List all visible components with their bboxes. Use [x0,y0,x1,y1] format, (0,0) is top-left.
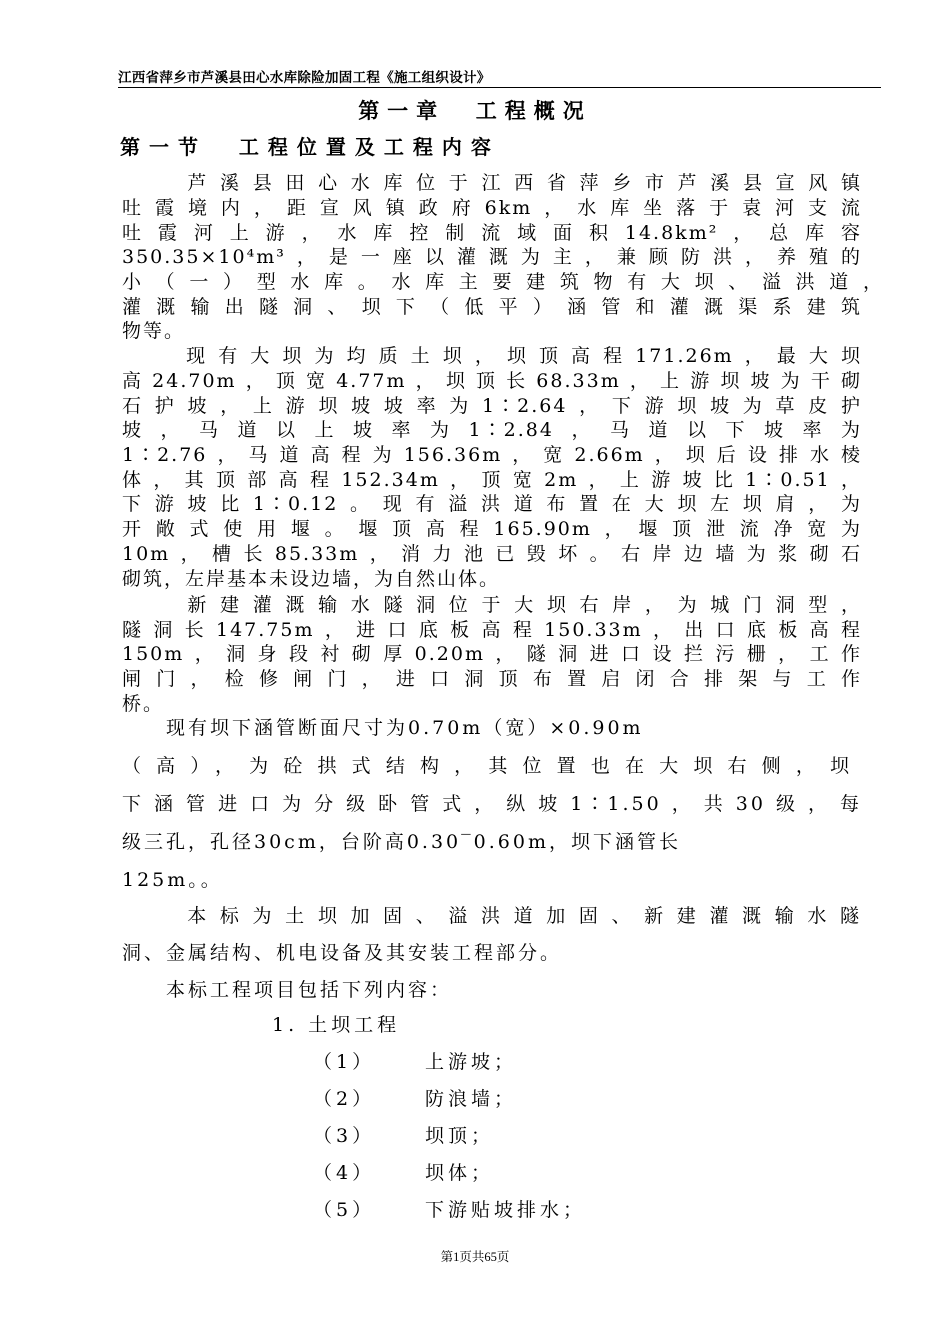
paragraph-line: 隧洞长147.75m，进口底板高程150.33m，出口底板高程 [122,619,862,641]
paragraph-line: 10m，槽长85.33m，消力池已毁坏。右岸边墙为浆砌石 [122,543,862,565]
list-item-text: 上游坡； [425,1051,518,1073]
paragraph-line: 小（一）型水库。水库主要建筑物有大坝、溢洪道， [122,271,884,293]
paragraph-line: 本标工程项目包括下列内容： [122,979,453,1001]
list-item-text: 坝顶； [425,1125,495,1147]
paragraph-line: 体，其顶部高程152.34m，顶宽2m，上游坡比1∶0.51， [122,469,862,491]
header-rule [118,87,881,88]
paragraph-line: （高），为砼拱式结构，其位置也在大坝右侧，坝 [122,755,852,777]
paragraph-line: 级三孔，孔径30cm，台阶高0.30‾0.60m，坝下涵管长 [122,831,681,853]
list-item-number: （2） [313,1088,376,1110]
list-item-text: 下游贴坡排水； [425,1199,587,1221]
paragraph-line: 新建灌溉输水隧洞位于大坝右岸，为城门洞型， [122,594,862,616]
paragraph-line: 灌溉输出隧洞、坝下（低平）涵管和灌溉渠系建筑 [122,296,862,318]
paragraph-line: 下涵管进口为分级卧管式，纵坡1∶1.50，共30级，每 [122,793,862,815]
list-item-text: 防浪墙； [425,1088,518,1110]
paragraph-line: 125m。。 [122,869,223,891]
paragraph-line: 吐霞河上游，水库控制流域面积14.8km²，总库容 [122,222,862,244]
paragraph-line: 高24.70m，顶宽4.77m，坝顶长68.33m，上游坝坡为干砌 [122,370,862,392]
paragraph-line: 本标为土坝加固、溢洪道加固、新建灌溉输水隧 [122,905,862,927]
paragraph-line: 石护坡，上游坝坡坡率为1∶2.64，下游坝坡为草皮护 [122,395,862,417]
paragraph-line: 坡，马道以上坡率为1∶2.84，马道以下坡率为 [122,419,862,441]
paragraph-line: 物等。 [122,320,186,342]
list-item-number: （4） [313,1162,376,1184]
running-header: 江西省萍乡市芦溪县田心水库除险加固工程《施工组织设计》 [118,70,491,86]
chapter-title: 第一章 工程概况 [358,99,592,123]
list-item-text: 坝体； [425,1162,495,1184]
paragraph-line: 开敞式使用堰。堰顶高程165.90m，堰顶泄流净宽为 [122,518,862,540]
list-heading: 1. 土坝工程 [272,1014,401,1036]
paragraph-line: 吐霞境内，距宣风镇政府6km，水库坐落于袁河支流 [122,197,862,219]
paragraph-line: 1∶2.76，马道高程为156.36m，宽2.66m，坝后设排水棱 [122,444,862,466]
paragraph-line: 现有坝下涵管断面尺寸为0.70m（宽）×0.90m [122,717,644,739]
section-title: 第一节 工程位置及工程内容 [120,135,500,159]
page-number: 第1页共65页 [440,1250,510,1264]
paragraph-line: 砌筑，左岸基本未设边墙，为自然山体。 [122,568,501,590]
paragraph-line: 洞、金属结构、机电设备及其安装工程部分。 [122,942,563,964]
paragraph-line: 现有大坝为均质土坝，坝顶高程171.26m，最大坝 [122,345,862,367]
paragraph-line: 桥。 [122,693,165,715]
list-item-number: （1） [313,1051,376,1073]
paragraph-line: 下游坡比1∶0.12。现有溢洪道布置在大坝左坝肩，为 [122,493,862,515]
list-item-number: （3） [313,1125,376,1147]
paragraph-line: 350.35×10⁴m³，是一座以灌溉为主，兼顾防洪，养殖的 [122,246,862,268]
paragraph-line: 150m，洞身段衬砌厚0.20m，隧洞进口设拦污栅，工作 [122,643,862,665]
paragraph-line: 闸门，检修闸门，进口洞顶布置启闭合排架与工作 [122,668,862,690]
paragraph-line: 芦溪县田心水库位于江西省萍乡市芦溪县宣风镇 [122,172,862,194]
list-item-number: （5） [313,1199,376,1221]
